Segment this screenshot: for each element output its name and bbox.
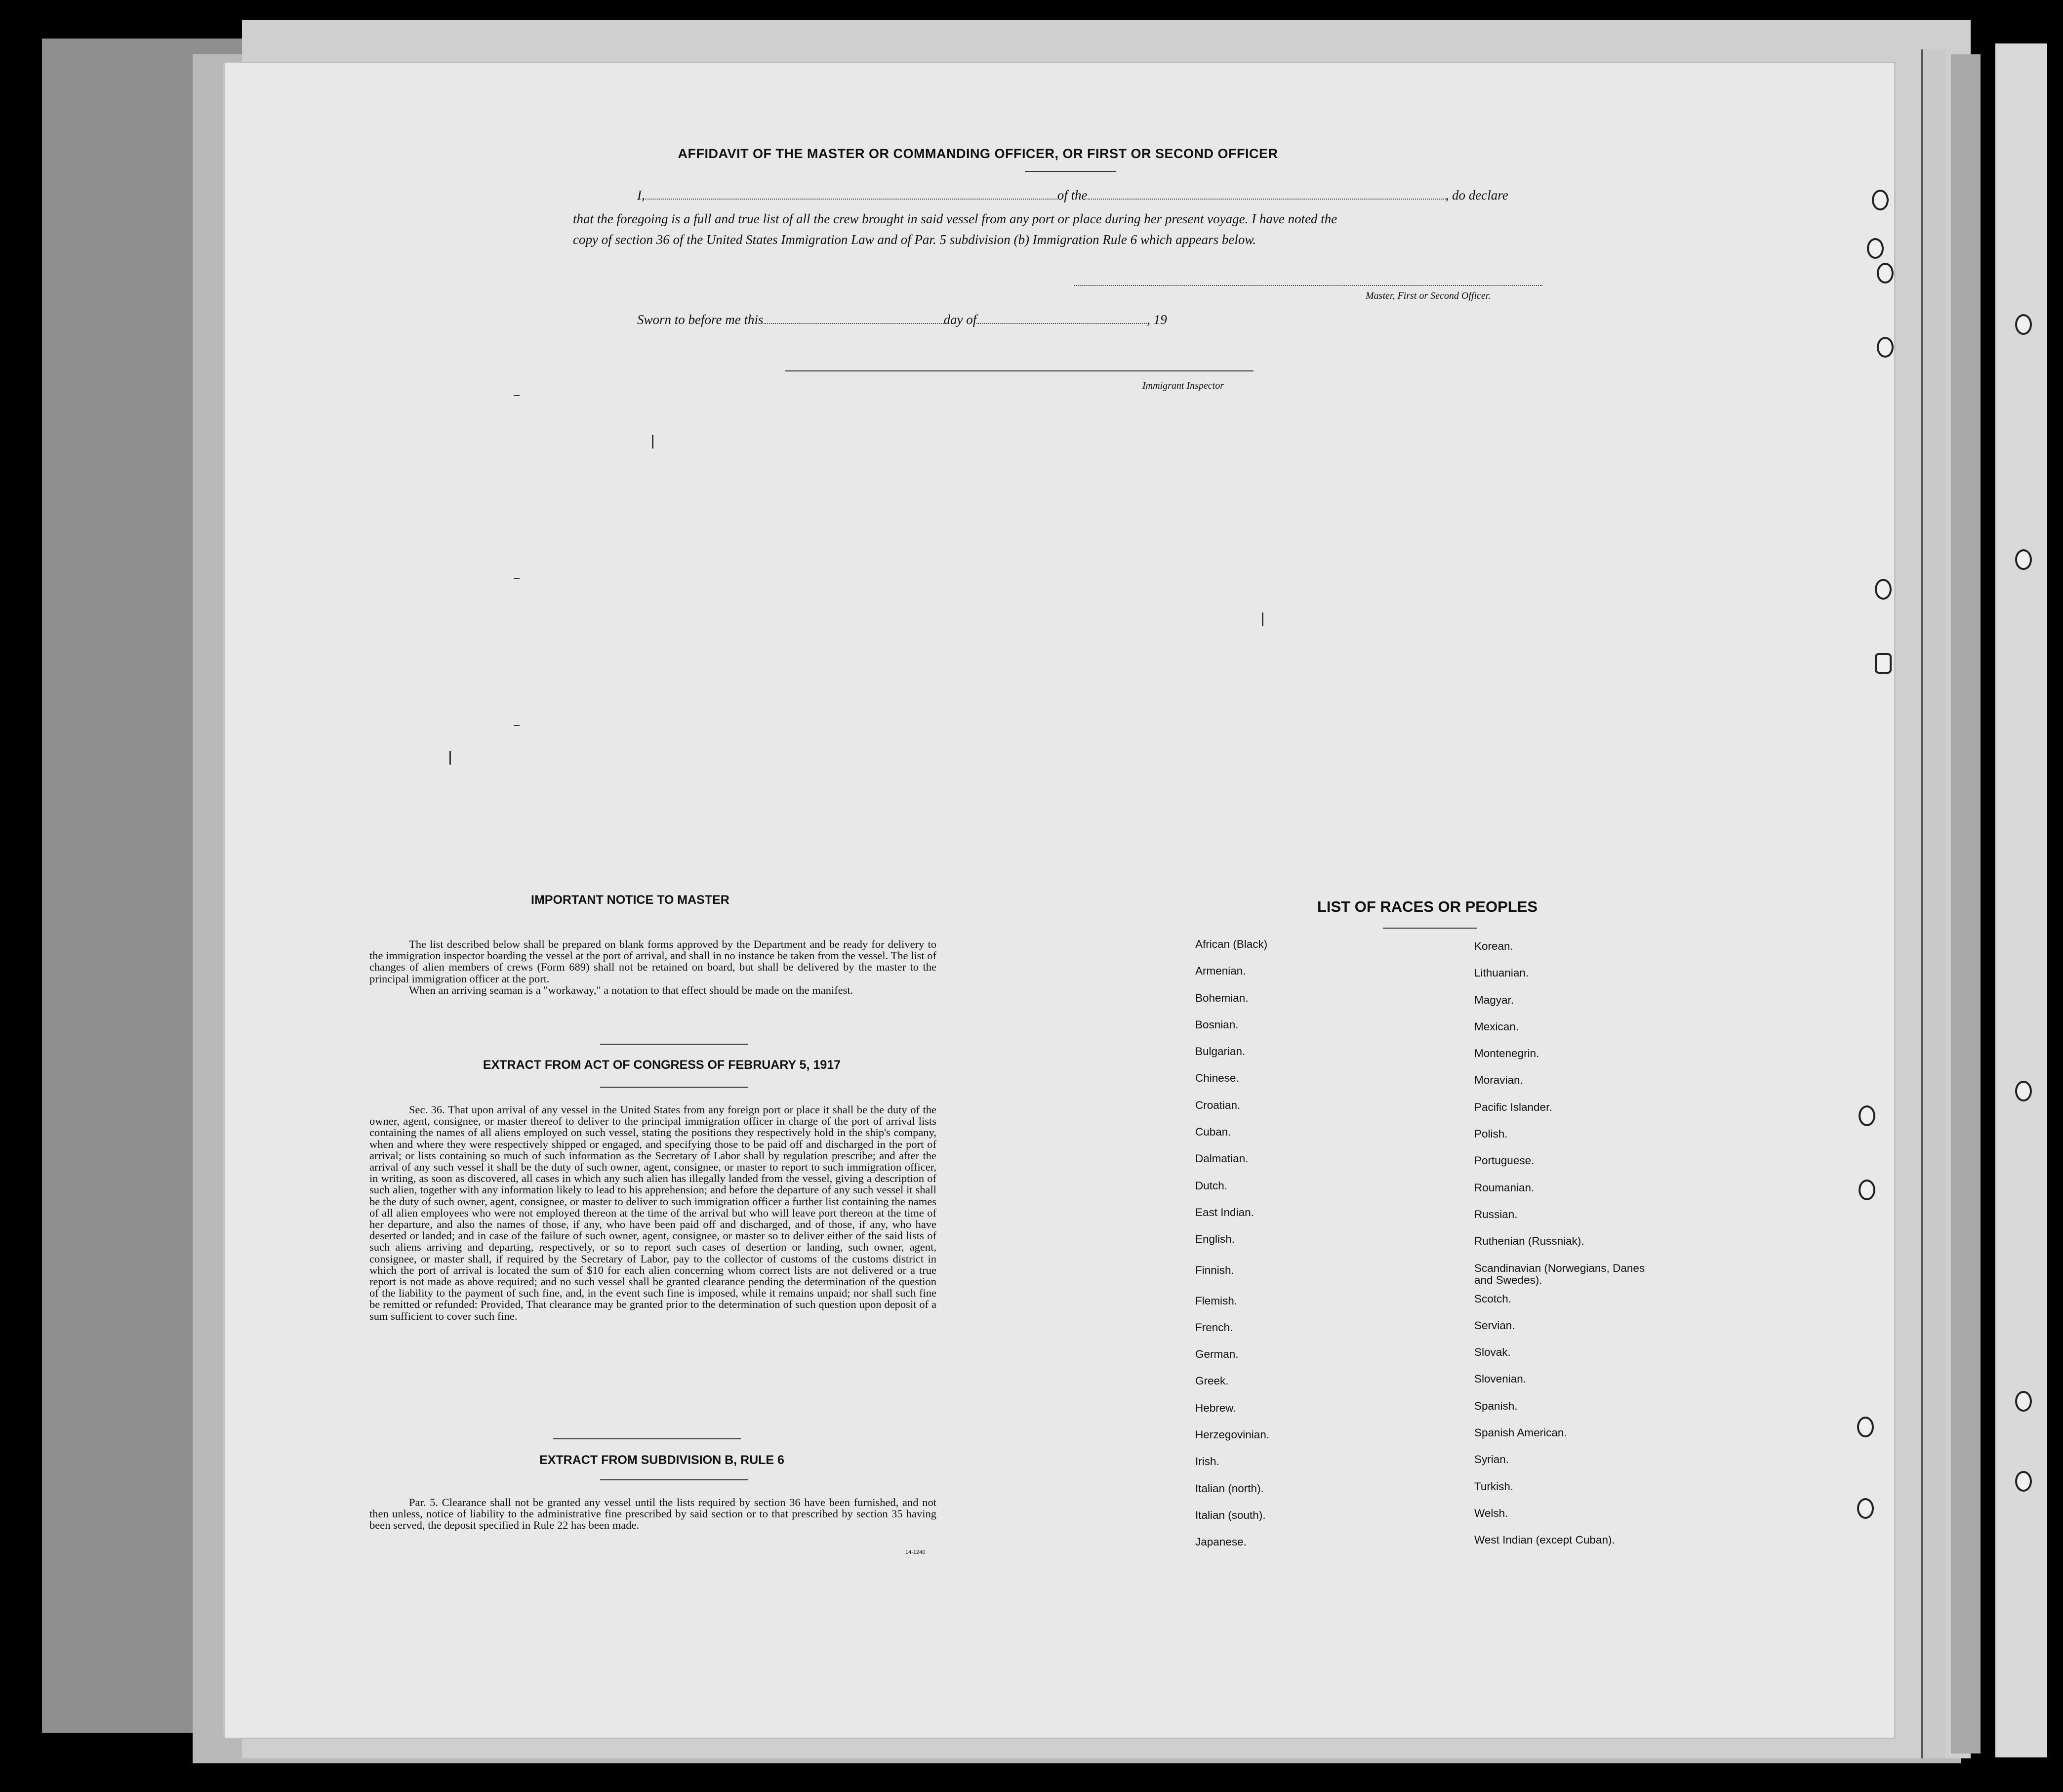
punch-hole-icon <box>2015 1471 2032 1492</box>
races-rule <box>1383 928 1477 929</box>
notice-paragraph-2: When an arriving seaman is a "workaway," a notation to that effect should be made on the manifest. <box>409 983 853 996</box>
race-item: Armenian. <box>1195 965 1246 977</box>
punch-hole-icon <box>1877 263 1894 284</box>
race-item: Spanish. <box>1474 1399 1518 1412</box>
notice-rule <box>600 1044 748 1045</box>
punch-hole-icon <box>1875 579 1892 600</box>
punch-hole-icon <box>2015 549 2032 570</box>
of-the-label: of the <box>1057 188 1088 203</box>
punch-hole-icon <box>1867 238 1884 259</box>
rule-heading: EXTRACT FROM SUBDIVISION B, RULE 6 <box>539 1453 784 1467</box>
race-item: Finnish. <box>1195 1263 1234 1276</box>
vessel-blank[interactable] <box>1088 190 1446 200</box>
rule-body <box>369 1497 936 1531</box>
race-item: Russian. <box>1474 1208 1518 1221</box>
affidavit-line-2: that the foregoing is a full and true list of all the crew brought in said vessel from any port or place during her present voyage. I have noted the <box>573 211 1337 226</box>
race-item: Slovenian. <box>1474 1373 1527 1385</box>
rule-rule <box>600 1479 748 1480</box>
race-item: Cuban. <box>1195 1126 1231 1139</box>
punch-hole-icon <box>2015 1081 2032 1101</box>
race-item: Roumanian. <box>1474 1181 1535 1194</box>
race-item: Ruthenian (Russniak). <box>1474 1235 1584 1248</box>
inspector-caption: Immigrant Inspector <box>1142 380 1224 391</box>
stray-mark <box>514 725 520 726</box>
punch-hole-icon <box>1877 337 1894 358</box>
race-item: Bulgarian. <box>1195 1045 1246 1058</box>
act-end-rule <box>553 1438 741 1439</box>
race-item: African (Black) <box>1195 938 1268 950</box>
year-label: , 19 <box>1147 312 1167 327</box>
race-item: Scotch. <box>1474 1292 1512 1305</box>
affidavit-I-label: I, <box>637 188 645 203</box>
race-item: Servian. <box>1474 1319 1515 1332</box>
race-item: Korean. <box>1474 940 1513 952</box>
stray-mark <box>652 435 653 448</box>
race-item: Polish. <box>1474 1128 1508 1140</box>
race-item: Pacific Islander. <box>1474 1100 1552 1113</box>
affidavit-title: AFFIDAVIT OF THE MASTER OR COMMANDING OFFICER, OR FIRST OR SECOND OFFICER <box>678 146 1278 161</box>
race-item: German. <box>1195 1348 1239 1361</box>
inspector-signature-line[interactable] <box>785 370 1254 371</box>
binding-edge-shadow <box>1951 54 1981 1753</box>
race-item: Dutch. <box>1195 1179 1228 1192</box>
sworn-prefix: Sworn to before me this <box>637 312 764 327</box>
race-item: Scandinavian (Norwegians, Danes and Swedes). <box>1474 1262 1645 1286</box>
races-right-column <box>1474 940 1662 1561</box>
affidavit-line-3: copy of section 36 of the United States Immigration Law and of Par. 5 subdivision (b) Immigration Rule 6 which appears below. <box>573 232 1256 247</box>
name-blank[interactable] <box>645 190 1057 200</box>
race-item: English. <box>1195 1233 1235 1246</box>
race-item: Chinese. <box>1195 1072 1239 1085</box>
race-item: Hebrew. <box>1195 1401 1236 1414</box>
form-number: 14-1240 <box>905 1549 926 1555</box>
race-item: Magyar. <box>1474 993 1514 1006</box>
notice-heading: IMPORTANT NOTICE TO MASTER <box>531 893 729 907</box>
master-caption: Master, First or Second Officer. <box>1366 290 1491 301</box>
race-item: Dalmatian. <box>1195 1152 1249 1165</box>
punch-hole-icon <box>1859 1180 1875 1200</box>
notice-body <box>369 938 936 996</box>
race-item: Italian (south). <box>1195 1508 1266 1521</box>
month-blank[interactable] <box>976 314 1147 324</box>
race-item: Bosnian. <box>1195 1018 1239 1031</box>
stray-mark <box>514 578 520 579</box>
race-item: East Indian. <box>1195 1206 1254 1219</box>
master-signature-line[interactable] <box>1074 285 1542 286</box>
act-rule <box>600 1087 748 1088</box>
races-heading: LIST OF RACES OR PEOPLES <box>1317 898 1538 915</box>
race-item: Japanese. <box>1195 1536 1247 1548</box>
race-item: West Indian (except Cuban). <box>1474 1534 1615 1547</box>
affidavit-line-1 <box>637 188 1508 203</box>
race-item: Montenegrin. <box>1474 1047 1539 1060</box>
day-blank[interactable] <box>764 314 944 324</box>
races-left-column <box>1195 938 1269 1563</box>
race-item: Bohemian. <box>1195 991 1249 1004</box>
day-of-label: day of <box>943 312 977 327</box>
race-item: Lithuanian. <box>1474 967 1529 979</box>
title-rule <box>1025 171 1116 172</box>
race-item: Syrian. <box>1474 1453 1509 1466</box>
section-36-text: Sec. 36. That upon arrival of any vessel in the United States from any foreign port or place it shall be the duty of the owner, agent, consignee, or master thereof to deliver to the principal immigration officer in charge of the port of arrival lists containing the names of all aliens employed on such vessel, stating the positions they respectively hold in the ship's company, when and where they were respectively shipped or engaged, and specifying those to be paid off and discharged in the port of arrival; or lists containing so much of such information as the Secretary of Labor shall by regulation prescribe; and after the arrival of any such vessel it shall be the duty of such owner, agent, consignee, or master to report to such immigration officer, in writing, as soon as discovered, all cases in which any such alien has illegally landed from the vessel, giving a description of such alien, together with any information likely to lead to his apprehension; and before the departure of any such vessel it shall be the duty of such owner, agent, consignee, or master to deliver to such immigration officer a further list containing the names of all alien employees who were not employed thereon at the time of the arrival but who will leave port thereon at the time of her departure, and also the names of those, if any, who have been paid off and discharged, and of those, if any, who have deserted or landed; and in case of the failure of such owner, agent, consignee, or master so to deliver either of the said lists of such aliens arriving and departing, respectively, or so to report such cases of desertion or landing, such owner, agent, consignee, or master shall, if required by the Secretary of Labor, pay to the collector of customs of the customs district in which the port of arrival is located the sum of $10 for each alien concerning whom correct lists are not delivered or a true report is not made as above required; and no such vessel shall be granted clearance pending the determination of the question of the liability to the payment of such fine, and, in the event such fine is imposed, while it remains unpaid; nor shall such fine be remitted or refunded: Provided, That clearance may be granted prior to the determination of such question upon deposit of a sum sufficient to cover such fine. <box>369 1103 936 1322</box>
next-page-edge <box>1995 43 2047 1757</box>
act-heading: EXTRACT FROM ACT OF CONGRESS OF FEBRUARY 5, 1917 <box>483 1058 841 1072</box>
punch-hole-icon <box>1875 653 1892 674</box>
stray-mark <box>1262 612 1263 626</box>
stray-mark <box>449 751 451 765</box>
race-item: Spanish American. <box>1474 1426 1567 1439</box>
do-declare-label: , do declare <box>1445 188 1508 203</box>
punch-hole-icon <box>1857 1417 1874 1437</box>
race-item: Italian (north). <box>1195 1482 1264 1495</box>
race-item: Herzegovinian. <box>1195 1428 1270 1441</box>
punch-hole-icon <box>1872 190 1889 210</box>
sworn-line <box>637 312 1167 327</box>
punch-hole-icon <box>2015 314 2032 335</box>
race-item: Mexican. <box>1474 1020 1519 1033</box>
race-item: Greek. <box>1195 1375 1229 1387</box>
punch-hole-icon <box>2015 1391 2032 1412</box>
race-item: Irish. <box>1195 1455 1219 1468</box>
act-body <box>369 1104 936 1322</box>
notice-paragraph-1: The list described below shall be prepared on blank forms approved by the Department and be ready for delivery to the immigration inspector boarding the vessel at the port of arrival, and shall in no instance be taken from the vessel. The list of changes of alien members of crews (Form 689) shall not be retained on board, but shall be delivered by the master to the principal immigration officer at the port. <box>369 938 936 985</box>
binding-edge <box>1921 49 1945 1758</box>
punch-hole-icon <box>1859 1105 1875 1126</box>
stray-mark <box>514 395 520 396</box>
race-item: French. <box>1195 1321 1233 1334</box>
race-item: Slovak. <box>1474 1346 1511 1359</box>
race-item: Flemish. <box>1195 1294 1238 1307</box>
race-item: Croatian. <box>1195 1099 1241 1111</box>
par-5-text: Par. 5. Clearance shall not be granted any vessel until the lists required by section 36 have been furnished, and not then unless, notice of liability to the administrative fine prescribed by said section or to that prescribed by section 35 having been served, the deposit specified in Rule 22 has been made. <box>369 1496 936 1532</box>
race-item: Moravian. <box>1474 1074 1523 1087</box>
race-item: Portuguese. <box>1474 1154 1535 1167</box>
punch-hole-icon <box>1857 1498 1874 1519</box>
race-item: Welsh. <box>1474 1507 1508 1519</box>
race-item: Turkish. <box>1474 1480 1514 1493</box>
